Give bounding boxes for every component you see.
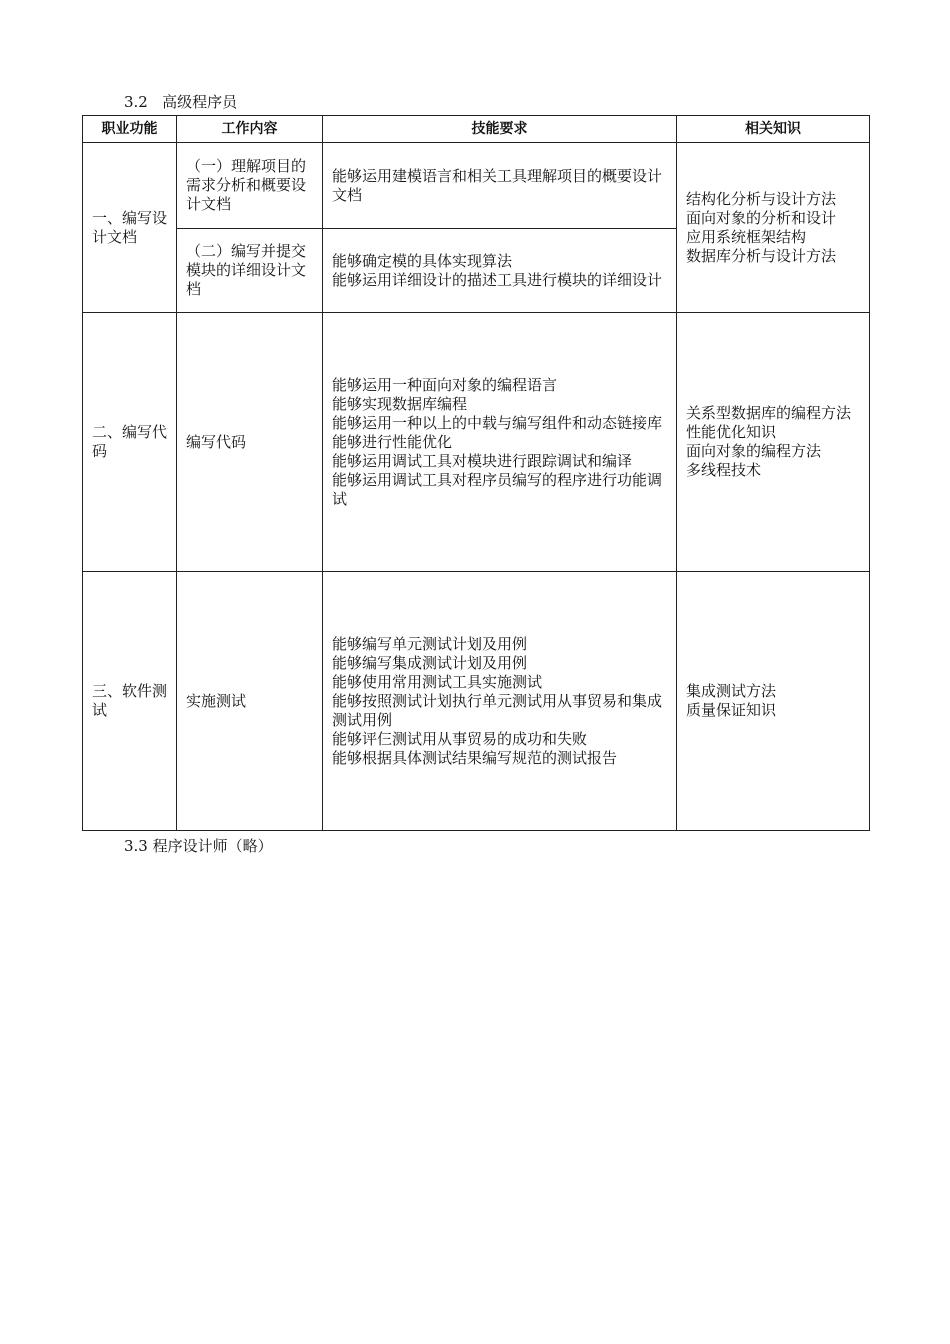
header-function: 职业功能 (83, 116, 177, 143)
skills-cell (323, 313, 677, 572)
function-cell: 一、编写设计文档 (83, 143, 177, 313)
knowledge-item: 多线程技术 (686, 461, 762, 479)
skills-cell (323, 143, 677, 229)
skill-item: 能够评仨测试用从事贸易的成功和失败 (332, 729, 588, 748)
knowledge-item: 结构化分析与设计方法 (686, 189, 837, 208)
skill-item: 能够运用一种以上的中载与编写组件和动态链接库 (332, 413, 663, 432)
knowledge-item: 面向对象的编程方法 (686, 442, 822, 460)
knowledge-item: 集成测试方法 (686, 682, 777, 700)
work-cell: （一）理解项目的需求分析和概要设计文档 (177, 143, 323, 229)
knowledge-cell (677, 143, 870, 313)
table-row (83, 572, 870, 831)
skill-item: 能够运用调试工具对程序员编写的程序进行功能调试 (332, 470, 663, 508)
skill-item: 能够进行性能优化 (332, 432, 453, 451)
skill-item: 能够确定模的具体实现算法 (332, 251, 513, 270)
function-cell: 三、软件测试 (83, 572, 177, 831)
skill-item: 能够运用一种面向对象的编程语言 (332, 375, 558, 394)
section-footer: 3.3 程序设计师（略） (124, 837, 273, 855)
skill-item: 能够运用建模语言和相关工具理解项目的概要设计文档 (332, 166, 663, 204)
header-knowledge: 相关知识 (677, 116, 870, 143)
skills-cell (323, 572, 677, 831)
knowledge-item: 性能优化知识 (686, 423, 777, 441)
skills-cell (323, 229, 677, 313)
table-row (83, 143, 870, 229)
section-heading: 3.2 高级程序员 (124, 93, 238, 111)
skill-item: 能够运用详细设计的描述工具进行模块的详细设计 (332, 270, 663, 289)
knowledge-item: 面向对象的分析和设计 (686, 208, 837, 227)
skill-item: 能够按照测试计划执行单元测试用从事贸易和集成测试用例 (332, 691, 663, 729)
table-row (83, 313, 870, 572)
function-cell: 二、编写代码 (83, 313, 177, 572)
skill-item: 能够编写集成测试计划及用例 (332, 653, 528, 672)
knowledge-item: 关系型数据库的编程方法 (686, 404, 852, 422)
work-cell: 编写代码 (177, 313, 323, 572)
skill-item: 能够根据具体测试结果编写规范的测试报告 (332, 748, 618, 767)
skill-item: 能够实现数据库编程 (332, 394, 468, 413)
knowledge-item: 数据库分析与设计方法 (686, 246, 837, 265)
skill-item: 能够编写单元测试计划及用例 (332, 634, 528, 653)
knowledge-cell (677, 572, 870, 831)
header-work: 工作内容 (177, 116, 323, 143)
knowledge-item: 应用系统框架结构 (686, 227, 807, 246)
work-cell: （二）编写并提交模块的详细设计文档 (177, 229, 323, 313)
knowledge-cell (677, 313, 870, 572)
skill-item: 能够运用调试工具对模块进行跟踪调试和编译 (332, 451, 633, 470)
knowledge-item: 质量保证知识 (686, 701, 777, 719)
table-header-row (83, 116, 870, 143)
skill-item: 能够使用常用测试工具实施测试 (332, 672, 543, 691)
work-cell: 实施测试 (177, 572, 323, 831)
header-skills: 技能要求 (323, 116, 677, 143)
skills-table (82, 115, 870, 831)
